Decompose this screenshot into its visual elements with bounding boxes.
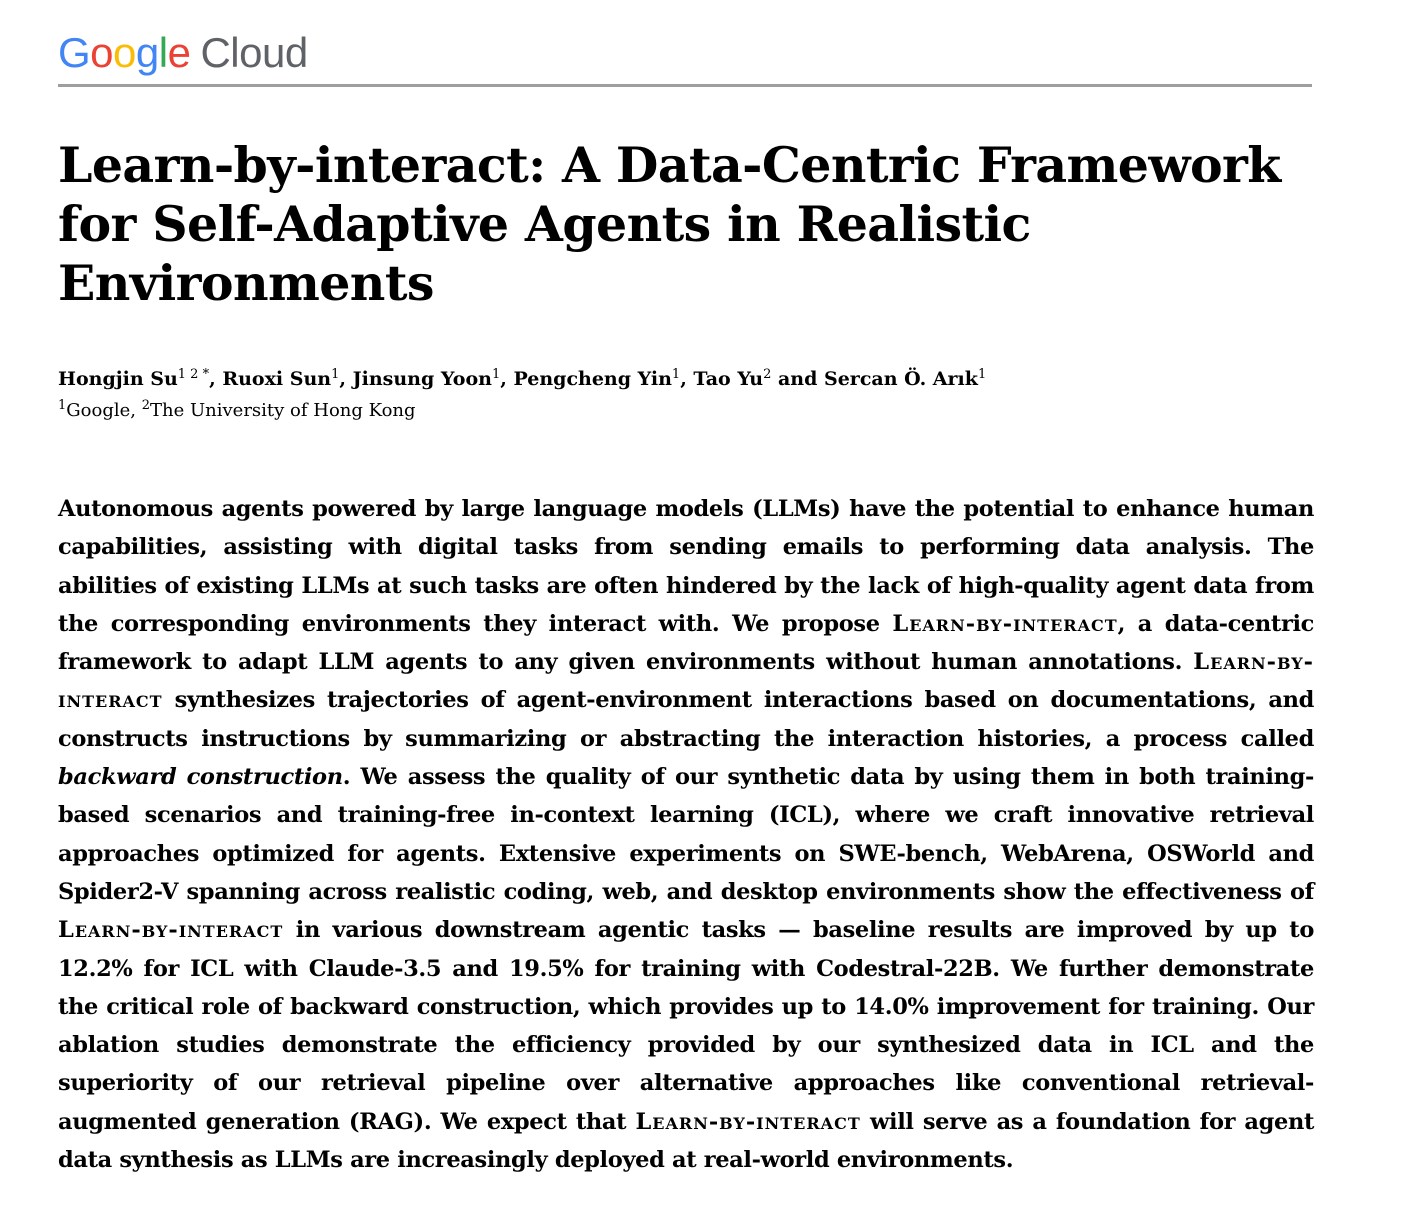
author-list — [58, 364, 1318, 394]
author-name: Hongjin Su — [58, 368, 178, 390]
abstract-text — [58, 490, 1314, 1179]
italic-term: backward construction — [58, 764, 343, 791]
author-separator: , — [339, 368, 353, 390]
author-affiliation-mark: 1 — [671, 367, 681, 382]
logo-letter-o2: o — [113, 29, 136, 76]
logo-letter-l: l — [158, 29, 168, 76]
abstract-part: will serve as a foundation for agent data synthesis as LLMs are increasingly deployed at real-world environments. — [58, 1108, 1315, 1174]
affiliation-name: Google — [66, 400, 131, 421]
logo-letter-e: e — [167, 29, 191, 76]
header-divider — [58, 84, 1312, 87]
google-wordmark — [58, 29, 190, 76]
method-name: Learn-by-interact — [58, 649, 1314, 714]
method-name: Learn-by-interact — [58, 917, 284, 944]
cloud-wordmark: Cloud — [200, 29, 308, 76]
google-cloud-logo — [58, 28, 1312, 78]
method-name: Learn-by-interact — [635, 1108, 861, 1135]
author-separator: and — [771, 368, 824, 390]
author-separator: , — [209, 368, 223, 390]
abstract-part: , a data-centric framework to adapt LLM agents to any given environments without human annotations. — [58, 610, 1314, 676]
author-affiliation-mark: 2 — [763, 367, 772, 382]
affiliation-separator: , — [130, 400, 142, 421]
author-affiliation-mark: 1 — [491, 367, 501, 382]
logo-letter-g: G — [58, 29, 91, 76]
affiliation-mark: 1 — [58, 398, 67, 413]
author-affiliation-mark: 1 — [331, 367, 340, 382]
author-name: Sercan Ö. Arık — [824, 368, 978, 390]
affiliation-list — [58, 397, 416, 425]
abstract-part: synthesizes trajectories of agent-environment interactions based on documentations, and constructs instructions by summarizing or abstracting the interaction histories, a process called — [58, 687, 1314, 752]
logo-letter-o1: o — [90, 29, 114, 76]
author-separator: , — [500, 368, 514, 390]
abstract-part: in various downstream agentic tasks — baseline results are improved by up to 12.2% for ICL with Claude-3.5 and 19.5% for training with Codestral-22B. We further demonstrate the critical role of backward construction, which provides up to 14.0% improvement for training. Our ablation studies demonstrate the efficiency provided by our synthesized data in ICL and the superiority of our retrieval pipeline over alternative approaches like conventional retrieval-augmented generation (RAG). We expect that — [58, 917, 1314, 1135]
page-header — [58, 28, 1312, 78]
abstract-part: Autonomous agents powered by large language models (LLMs) have the potential to enhance human capabilities, assisting with digital tasks from sending emails to performing data analysis. The abilities of existing LLMs at such tasks are often hindered by the lack of high-quality agent data from the corresponding environments they interact with. We propose — [58, 496, 1314, 637]
author-affiliation-mark: 1 2 * — [177, 367, 210, 382]
author-name: Tao Yu — [693, 368, 764, 390]
author-name: Jinsung Yoon — [352, 368, 492, 390]
author-name: Pengcheng Yin — [513, 368, 672, 390]
abstract-part: . We assess the quality of our synthetic data by using them in both training-based scenarios and training-free in-context learning (ICL), where we craft innovative retrieval approaches optimized for agents. Extensive experiments on SWE-bench, WebArena, OSWorld and Spider2-V spanning across realistic coding, web, and desktop environments show the effectiveness of — [58, 764, 1315, 905]
logo-letter-g2: g — [135, 29, 159, 76]
affiliation-mark: 2 — [141, 398, 150, 413]
affiliation-name: The University of Hong Kong — [150, 400, 416, 421]
author-affiliation-mark: 1 — [977, 367, 987, 382]
author-name: Ruoxi Sun — [222, 368, 332, 390]
paper-title: Learn-by-interact: A Data-Centric Framework for Self-Adaptive Agents in Realistic Environments — [58, 136, 1281, 312]
author-separator: , — [680, 368, 694, 390]
method-name: Learn-by-interact — [892, 610, 1118, 637]
